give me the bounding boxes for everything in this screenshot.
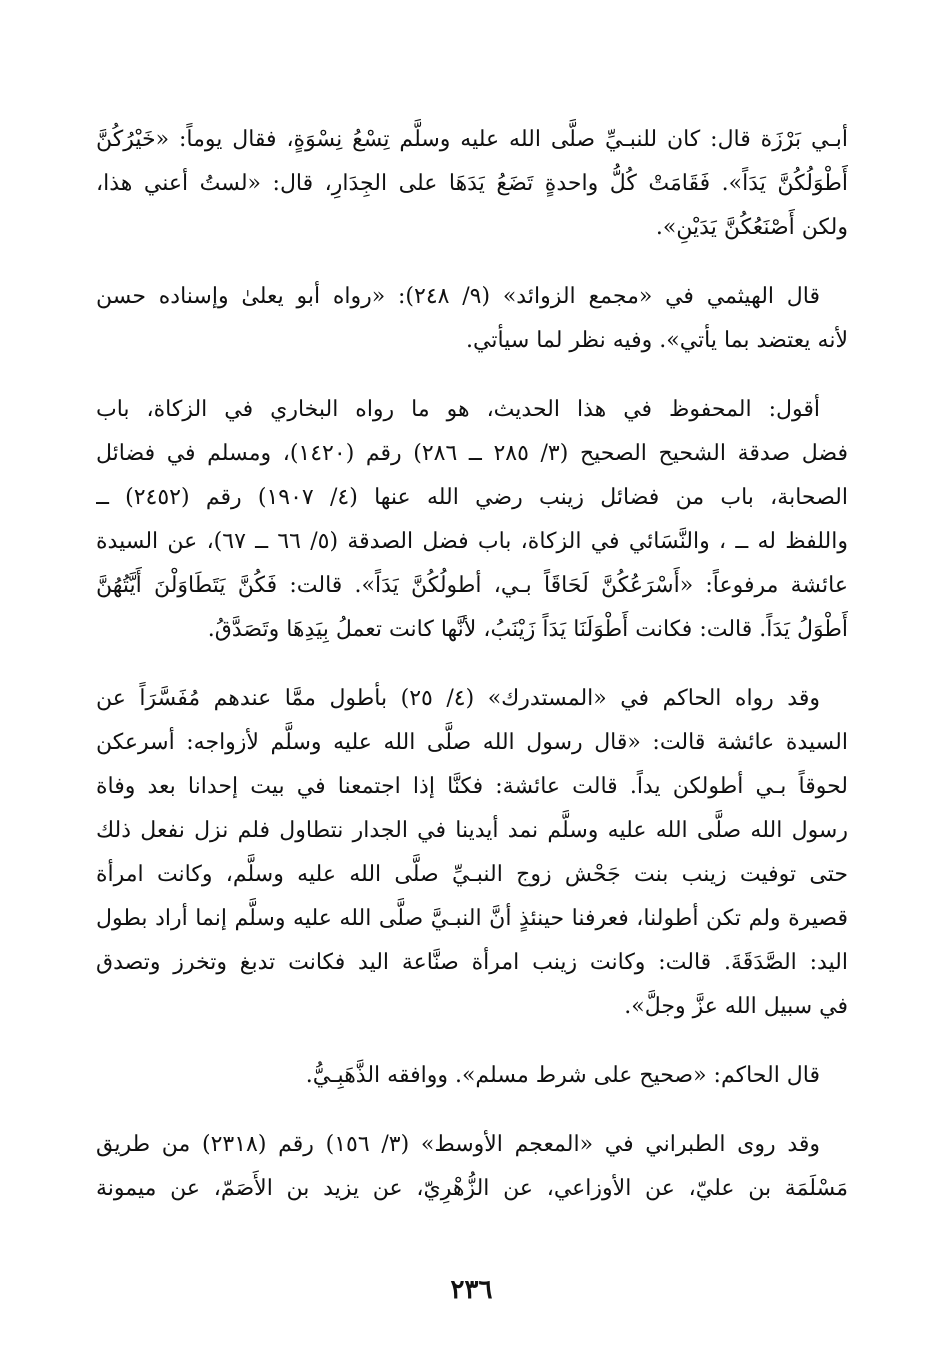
text-line: عائشة مرفوعاً: «أَسْرَعُكُنَّ لَحَاقَاً بـي، أطولُكُنَّ يَدَاً». قالت: فَكُنَّ يَتَطَاوَلْنَ أَيَّتُهُنَّ [96,573,848,598]
text-line: أَطْوَلُ يَدَاً. قالت: فكانت أَطْوَلَنَا يَدَاً زَيْنَبُ، لأنَّها كانت تعملُ بِيَدِهَا وتَصَدَّقُ. [207,617,848,642]
text-line: قصيرة ولم تكن أطولنا، فعرفنا حينئذٍ أنَّ النبـيَّ صلَّى الله عليه وسلَّم إنما أراد بطول [96,906,848,931]
text-line: لحوقاً بـي أطولكن يداً. قالت عائشة: فكنَّا إذا اجتمعنا في بيت إحدانا بعد وفاة [96,774,848,799]
text-line: أبـي بَرْزَة قال: كان للنبـيِّ صلَّى الله عليه وسلَّم تِسْعُ نِسْوَةٍ، فقال يوماً: «خَيْرُكُنَّ [96,127,848,152]
text-line: ولكن أَصْنَعُكُنَّ يَدَيْنِ». [655,215,848,240]
text-line: اليد: الصَّدَقَةَ. قالت: وكانت زينب امرأة صنَّاعة اليد فكانت تدبغ وتخرز وتصدق [96,950,848,975]
text-line: السيدة عائشة قالت: «قال رسول الله صلَّى الله عليه وسلَّم لأزواجه: أسرعكن [96,730,848,755]
text-line: لأنه يعتضد بما يأتي». وفيه نظر لما سيأتي. [466,328,848,353]
text-line: قال الهيثمي في «مجمع الزوائد» (٩/ ٢٤٨): «رواه أبو يعلىٰ وإسناده حسن [96,284,821,309]
paragraph-hakim-mustadrak [96,677,848,1029]
text-line: قال الحاكم: «صحيح على شرط مسلم». ووافقه الذَّهَبِـيُّ. [305,1063,820,1088]
text-column [96,118,848,1236]
text-line: وقد رواه الحاكم في «المستدرك» (٤/ ٢٥) بأطول ممَّا عندهم مُفَسَّرَاً عن [96,686,820,711]
text-line: رسول الله صلَّى الله عليه وسلَّم نمد أيدينا في الجدار نتطاول فلم نزل نفعل ذلك [96,818,848,843]
paragraph-hadith-abu-barza [96,118,848,250]
text-line: واللفظ له ــ ، والنَّسَائي في الزكاة، باب فضل الصدقة (٥/ ٦٦ ــ ٦٧)، عن السيدة [96,529,848,554]
paragraph-haythami [96,275,848,363]
text-line: في سبيل الله عزَّ وجلَّ». [624,994,848,1019]
paragraph-tabarani [96,1123,848,1211]
text-line: فضل صدقة الشحيح الصحيح (٣/ ٢٨٥ ــ ٢٨٦) رقم (١٤٢٠)، ومسلم في فضائل [96,441,848,466]
page-number: ٢٣٦ [450,1275,493,1305]
text-line: أقول: المحفوظ في هذا الحديث، هو ما رواه البخاري في الزكاة، باب [96,397,820,422]
text-line: أَطْوَلُكُنَّ يَدَاً». فَقَامَتْ كُلُّ واحدةٍ تَضَعُ يَدَهَا على الجِدَارِ، قال: «لستُ أعني هذا، [96,171,848,196]
text-line: مَسْلَمَة بن عليّ، عن الأوزاعي، عن الزُّهْرِيّ، عن يزيد بن الأَصَمّ، عن ميمونة [96,1176,848,1201]
text-line: وقد روى الطبراني في «المعجم الأوسط» (٣/ ١٥٦) رقم (٢٣١٨) من طريق [96,1132,821,1157]
paragraph-aqul [96,388,848,652]
paragraph-hakim-verdict [96,1054,848,1098]
text-line: حتى توفيت زينب بنت جَحْش زوج النبـيِّ صلَّى الله عليه وسلَّم، وكانت امرأة [96,862,848,887]
text-line: الصحابة، باب من فضائل زينب رضي الله عنها (٤/ ١٩٠٧) رقم (٢٤٥٢) ــ [96,485,848,510]
